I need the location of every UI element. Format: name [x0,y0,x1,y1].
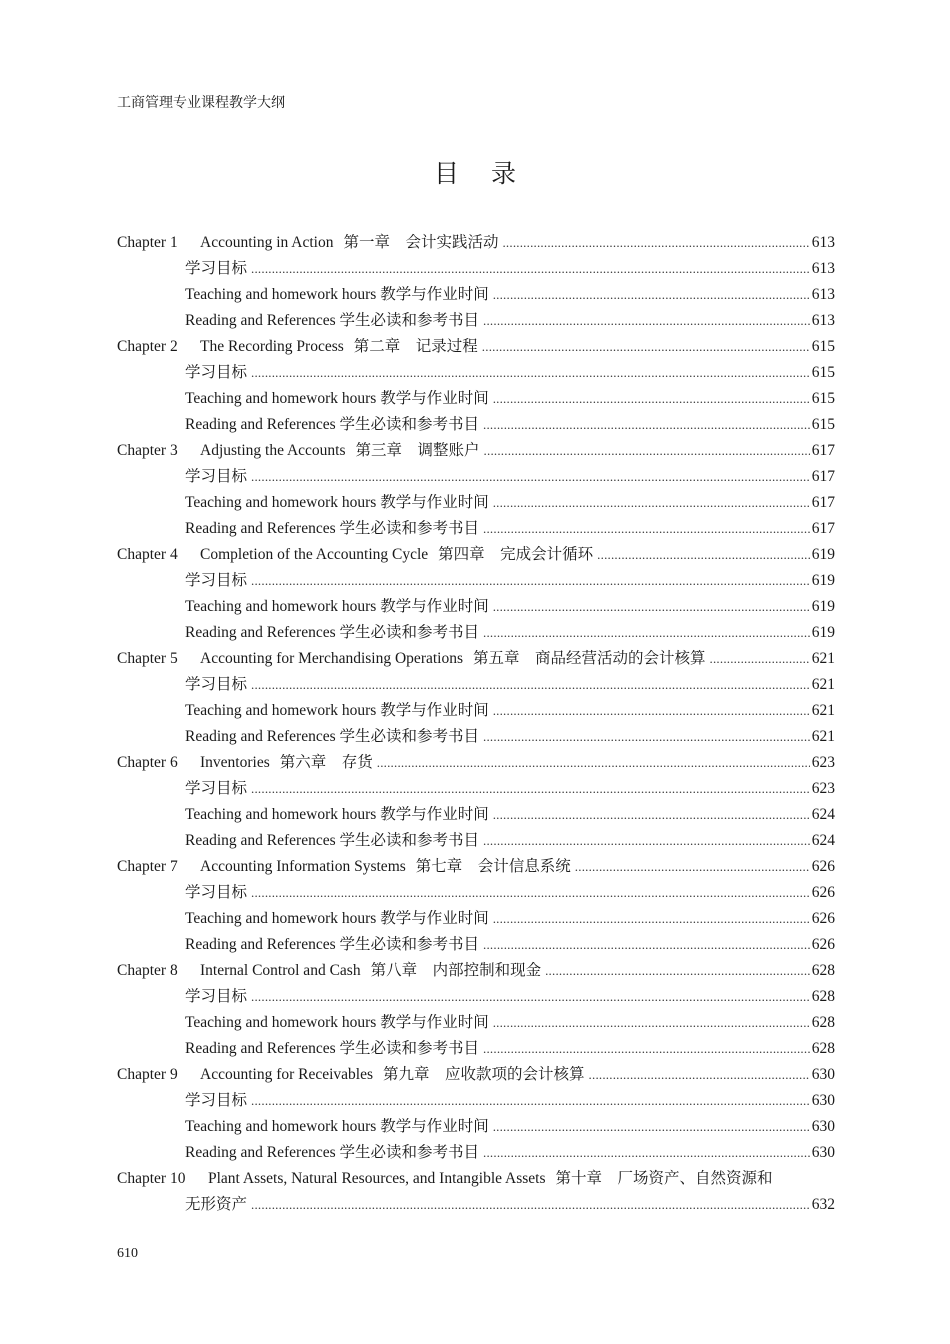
page-ref: 619 [811,546,835,563]
page-ref: 615 [811,416,835,433]
table-of-contents [117,230,835,1218]
page-ref: 617 [811,520,835,537]
dot-leader [251,1088,810,1114]
entry-text: Teaching and homework hours 教学与作业时间 [185,390,489,407]
toc-chapter-entry[interactable] [117,958,835,984]
page-ref: 615 [811,390,835,407]
page-ref: 632 [811,1196,835,1213]
entry-text: Teaching and homework hours 教学与作业时间 [185,702,489,719]
entry-text: Teaching and homework hours 教学与作业时间 [185,598,489,615]
toc-subentry[interactable] [117,880,835,906]
toc-chapter-entry[interactable] [117,854,835,880]
chapter-heading [117,334,344,360]
toc-subentry[interactable] [117,984,835,1010]
chapter-number: Chapter 8 [117,962,178,979]
dot-leader [483,620,810,646]
page-ref: 623 [811,780,835,797]
toc-subentry[interactable] [117,360,835,386]
page-number: 610 [117,1246,138,1261]
toc-subentry[interactable] [117,256,835,282]
entry-text: 学习目标 [185,572,248,589]
toc-chapter-entry[interactable] [117,646,835,672]
dot-leader [502,230,809,256]
entry-text: Reading and References 学生必读和参考书目 [185,936,480,953]
chapter-heading [117,438,346,464]
toc-chapter-entry[interactable] [117,1166,835,1192]
chapter-title-cn: 第九章 应收款项的会计核算 [383,1066,585,1083]
page-ref: 626 [811,936,835,953]
dot-leader [483,516,810,542]
chapter-heading [117,1062,373,1088]
dot-leader [493,1114,810,1140]
page-ref: 630 [811,1144,835,1161]
chapter-title-cn: 第八章 内部控制和现金 [370,962,542,979]
entry-text: 学习目标 [185,988,248,1005]
dot-leader [483,828,810,854]
dot-leader [493,386,810,412]
toc-subentry[interactable] [117,1010,835,1036]
entry-text: Reading and References 学生必读和参考书目 [185,1040,480,1057]
entry-text: Teaching and homework hours 教学与作业时间 [185,494,489,511]
toc-subentry[interactable] [117,568,835,594]
entry-text: 学习目标 [185,1092,248,1109]
entry-text: Teaching and homework hours 教学与作业时间 [185,1014,489,1031]
toc-continuation[interactable] [117,1192,835,1218]
toc-subentry[interactable] [117,620,835,646]
chapter-title-en: Adjusting the Accounts [200,442,346,459]
dot-leader [483,724,810,750]
page-ref: 628 [811,962,835,979]
dot-leader [493,1010,810,1036]
chapter-title-en: The Recording Process [200,338,344,355]
page-ref: 615 [811,338,835,355]
dot-leader [710,646,810,672]
chapter-title-en: Inventories [200,754,270,771]
page-ref: 630 [811,1118,835,1135]
toc-subentry[interactable] [117,906,835,932]
chapter-heading [117,958,361,984]
dot-leader [493,906,810,932]
dot-leader [482,334,810,360]
entry-text: Reading and References 学生必读和参考书目 [185,728,480,745]
toc-subentry[interactable] [117,724,835,750]
page-ref: 617 [811,468,835,485]
entry-text: Reading and References 学生必读和参考书目 [185,312,480,329]
page-ref: 613 [811,312,835,329]
chapter-heading [117,542,428,568]
page-ref: 630 [811,1066,835,1083]
page-ref: 628 [811,1014,835,1031]
page-ref: 623 [811,754,835,771]
dot-leader [251,360,810,386]
chapter-title-en: Accounting for Merchandising Operations [200,650,464,667]
entry-text: 学习目标 [185,260,248,277]
toc-subentry[interactable] [117,1088,835,1114]
dot-leader [597,542,810,568]
toc-chapter-entry[interactable] [117,334,835,360]
toc-subentry[interactable] [117,1036,835,1062]
page-title: 目录 [433,161,548,188]
toc-subentry[interactable] [117,490,835,516]
dot-leader [251,1192,810,1218]
chapter-number: Chapter 3 [117,442,178,459]
toc-subentry[interactable] [117,828,835,854]
toc-subentry[interactable] [117,932,835,958]
dot-leader [377,750,810,776]
page-ref: 626 [811,910,835,927]
page-ref: 613 [811,234,835,251]
chapter-heading [117,646,463,672]
chapter-title-cn: 第一章 会计实践活动 [343,234,499,251]
chapter-number: Chapter 9 [117,1066,178,1083]
chapter-number: Chapter 10 [117,1170,186,1187]
toc-chapter-entry[interactable] [117,230,835,256]
dot-leader [589,1062,810,1088]
page-ref: 619 [811,624,835,641]
entry-text: Teaching and homework hours 教学与作业时间 [185,910,489,927]
entry-text: 学习目标 [185,364,248,381]
dot-leader [483,412,810,438]
page-ref: 621 [811,728,835,745]
chapter-number: Chapter 6 [117,754,178,771]
entry-text: Reading and References 学生必读和参考书目 [185,624,480,641]
chapter-title-en: Accounting in Action [200,234,334,251]
page-ref: 615 [811,364,835,381]
chapter-title-cn: 第六章 存货 [279,754,373,771]
dot-leader [493,282,810,308]
dot-leader [493,594,810,620]
toc-subentry[interactable] [117,464,835,490]
dot-leader [483,932,810,958]
page-ref: 626 [811,884,835,901]
chapter-number: Chapter 7 [117,858,178,875]
page-ref: 628 [811,1040,835,1057]
page-ref: 617 [811,494,835,511]
toc-subentry[interactable] [117,412,835,438]
chapter-title-cn: 第五章 商品经营活动的会计核算 [473,650,706,667]
toc-subentry[interactable] [117,386,835,412]
dot-leader [575,854,810,880]
chapter-number: Chapter 5 [117,650,178,667]
entry-text: 无形资产 [185,1196,248,1213]
toc-subentry[interactable] [117,1114,835,1140]
dot-leader [251,776,810,802]
entry-text: 学习目标 [185,676,248,693]
dot-leader [493,490,810,516]
chapter-title-cn: 第七章 会计信息系统 [415,858,571,875]
chapter-title-en: Accounting Information Systems [200,858,406,875]
dot-leader [483,1140,810,1166]
toc-subentry[interactable] [117,516,835,542]
toc-subentry[interactable] [117,594,835,620]
dot-leader [251,880,810,906]
dot-leader [545,958,810,984]
page-ref: 621 [811,650,835,667]
page-ref: 624 [811,832,835,849]
dot-leader [251,672,810,698]
toc-chapter-entry[interactable] [117,750,835,776]
chapter-title-en: Internal Control and Cash [200,962,361,979]
toc-subentry[interactable] [117,1140,835,1166]
chapter-number: Chapter 4 [117,546,178,563]
running-header: 工商管理专业课程教学大纲 [117,96,285,111]
toc-chapter-entry[interactable] [117,438,835,464]
dot-leader [484,438,810,464]
entry-text: Teaching and homework hours 教学与作业时间 [185,1118,489,1135]
toc-subentry[interactable] [117,282,835,308]
dot-leader [251,984,810,1010]
chapter-heading [117,854,406,880]
chapter-title-en: Plant Assets, Natural Resources, and Intangible Assets [208,1170,546,1187]
page-ref: 624 [811,806,835,823]
toc-subentry[interactable] [117,698,835,724]
page-ref: 619 [811,598,835,615]
toc-chapter-entry[interactable] [117,1062,835,1088]
page-ref: 621 [811,676,835,693]
dot-leader [483,308,810,334]
entry-text: Teaching and homework hours 教学与作业时间 [185,286,489,303]
chapter-heading [117,750,270,776]
entry-text: 学习目标 [185,780,248,797]
chapter-heading [117,230,333,256]
page-ref: 613 [811,260,835,277]
chapter-title-cn: 第十章 厂场资产、自然资源和 [555,1170,773,1187]
entry-text: Reading and References 学生必读和参考书目 [185,416,480,433]
entry-text: 学习目标 [185,468,248,485]
chapter-title-cn: 第四章 完成会计循环 [438,546,594,563]
toc-chapter-entry[interactable] [117,542,835,568]
chapter-title-en: Completion of the Accounting Cycle [200,546,429,563]
page-ref: 621 [811,702,835,719]
dot-leader [251,568,810,594]
entry-text: 学习目标 [185,884,248,901]
dot-leader [493,802,810,828]
toc-subentry[interactable] [117,776,835,802]
chapter-title-cn: 第二章 记录过程 [353,338,478,355]
page-ref: 619 [811,572,835,589]
entry-text: Reading and References 学生必读和参考书目 [185,520,480,537]
toc-subentry[interactable] [117,308,835,334]
entry-text: Reading and References 学生必读和参考书目 [185,1144,480,1161]
entry-text: Teaching and homework hours 教学与作业时间 [185,806,489,823]
chapter-title-cn: 第三章 调整账户 [355,442,480,459]
page-ref: 613 [811,286,835,303]
page-ref: 626 [811,858,835,875]
chapter-title-en: Accounting for Receivables [200,1066,374,1083]
chapter-heading [117,1166,546,1192]
dot-leader [251,256,810,282]
chapter-number: Chapter 2 [117,338,178,355]
dot-leader [251,464,810,490]
page-ref: 628 [811,988,835,1005]
page-ref: 617 [811,442,835,459]
toc-subentry[interactable] [117,672,835,698]
chapter-number: Chapter 1 [117,234,178,251]
entry-text: Reading and References 学生必读和参考书目 [185,832,480,849]
dot-leader [493,698,810,724]
dot-leader [483,1036,810,1062]
toc-subentry[interactable] [117,802,835,828]
page-ref: 630 [811,1092,835,1109]
